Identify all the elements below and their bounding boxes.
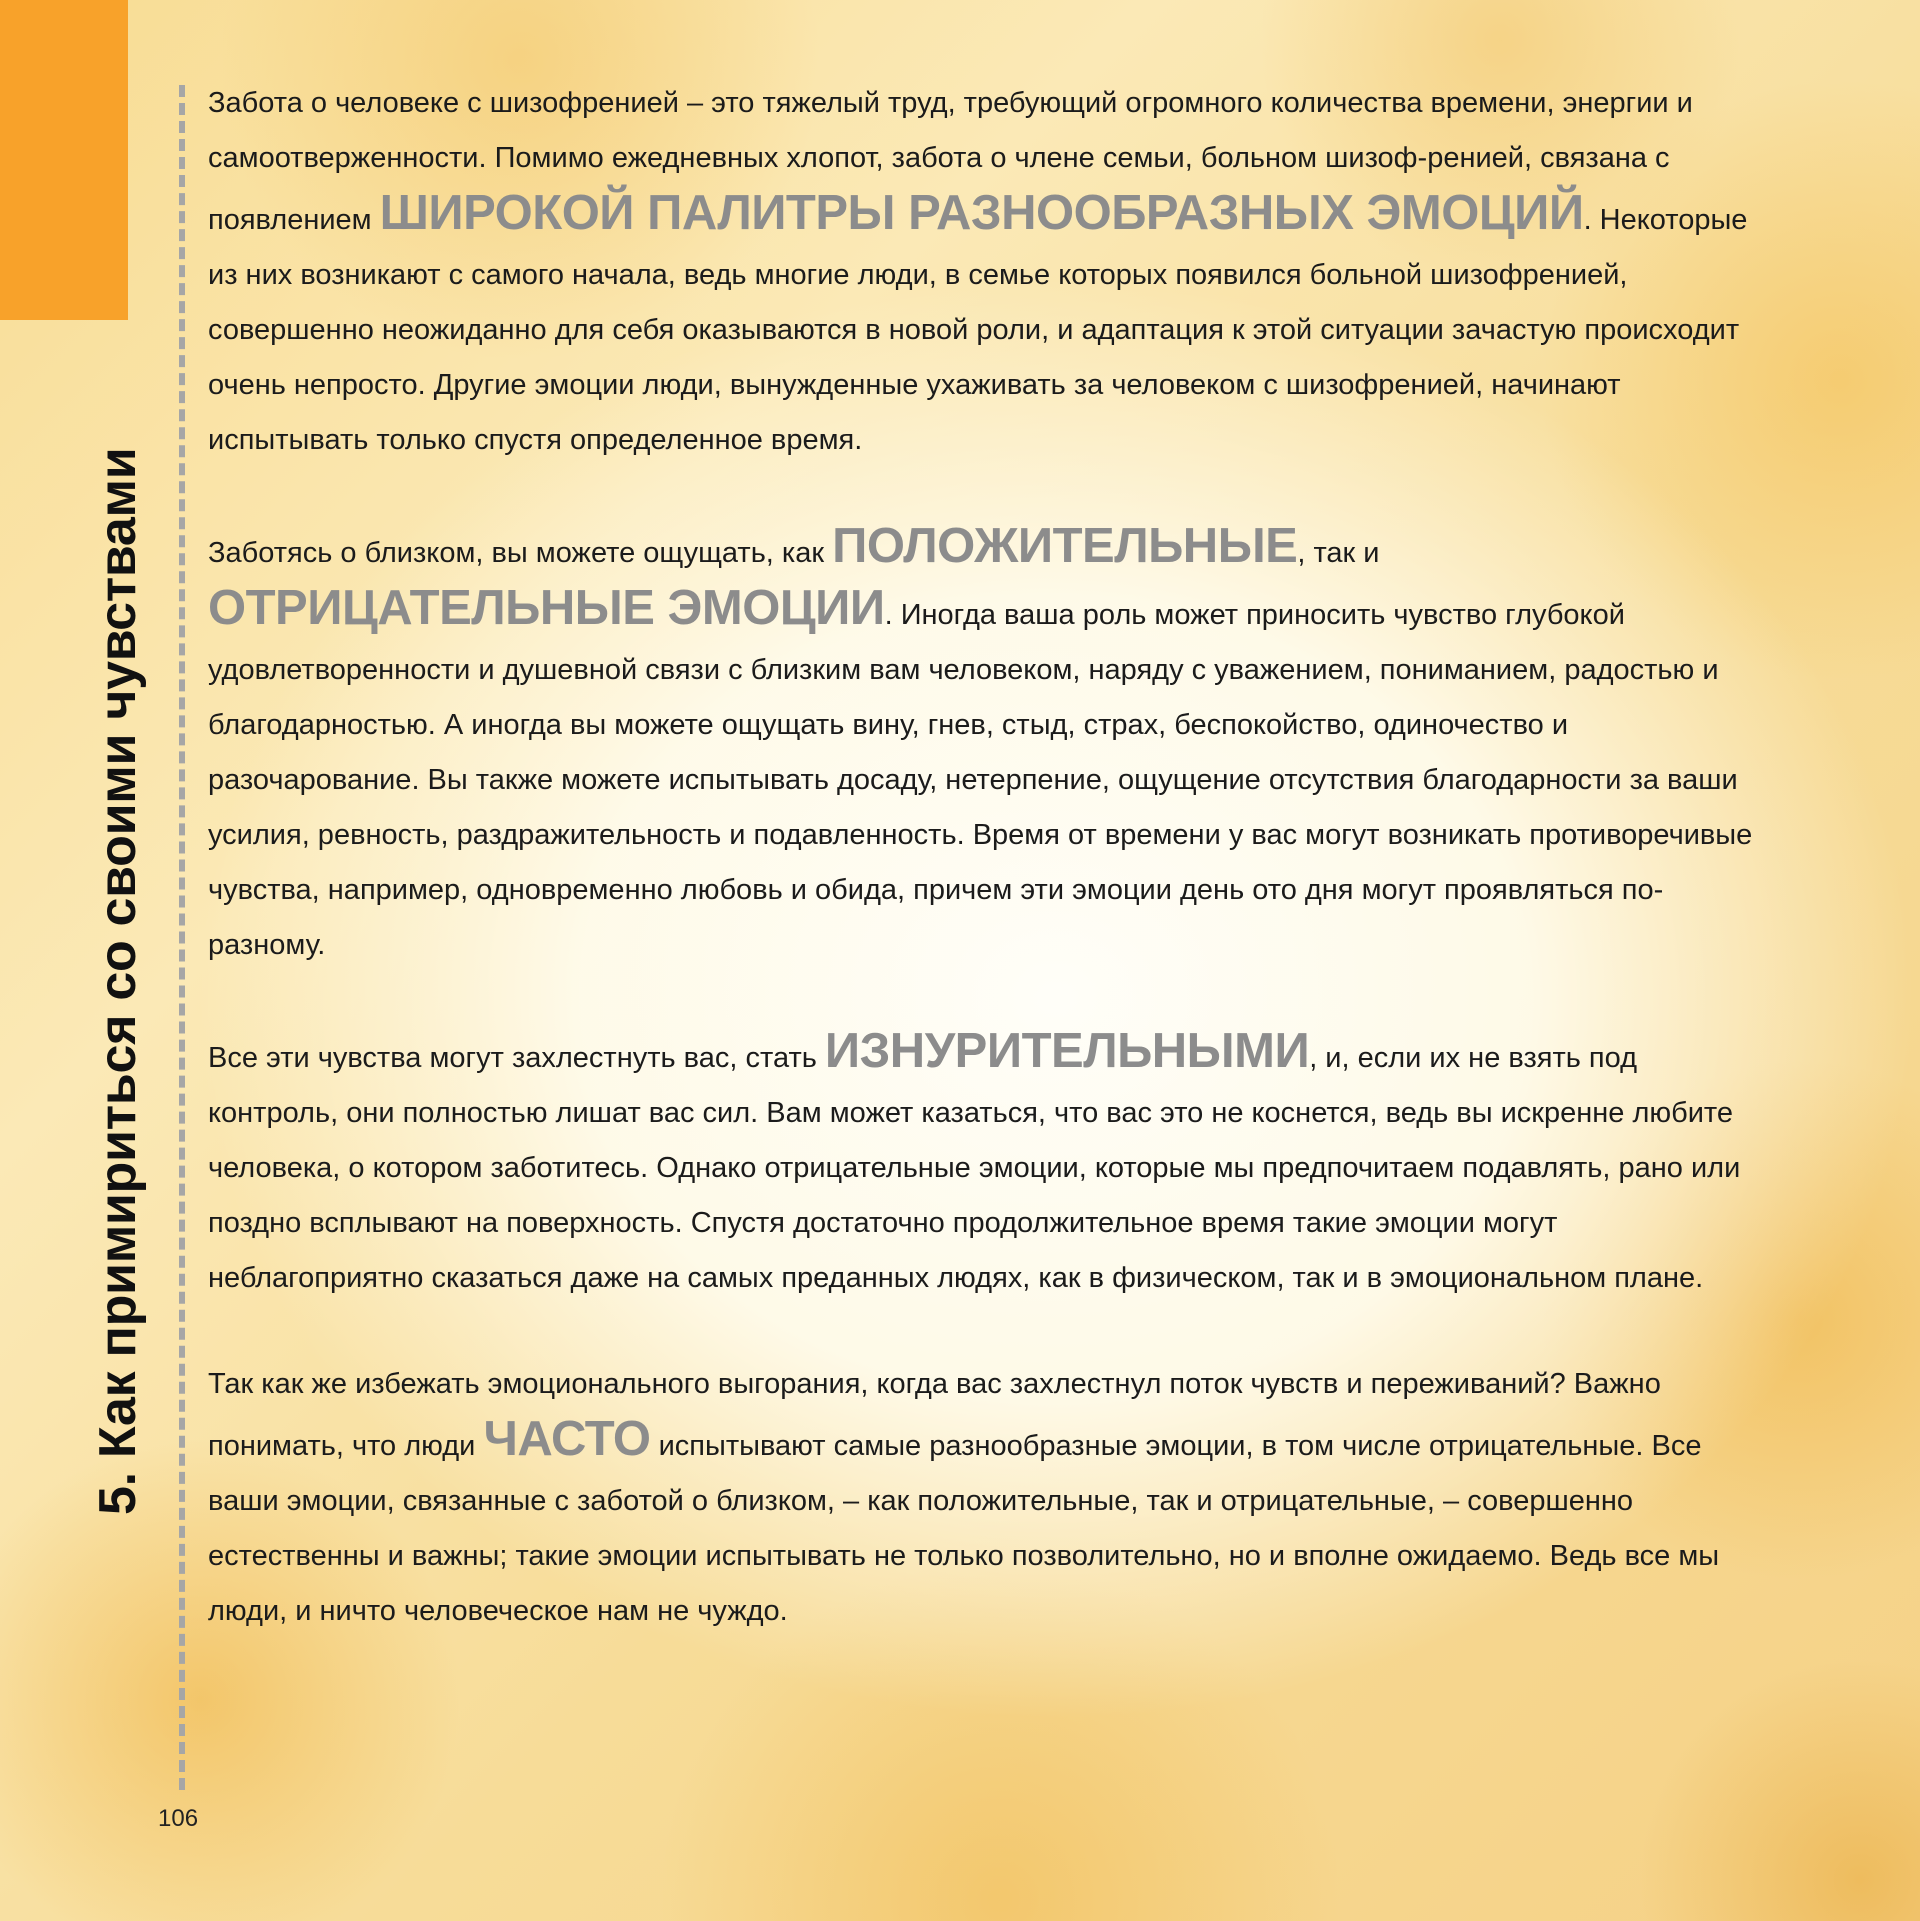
chapter-tab (0, 0, 128, 320)
text-run: Все эти чувства могут захлестнуть вас, стать (208, 1042, 825, 1074)
text-run: Заботясь о близком, вы можете ощущать, как (208, 537, 833, 569)
text-run: , и, если их не взять под контроль, они полностью лишат вас сил. Вам может казаться, что вас это не коснется, ведь вы искренне любите человека, о котором заботитесь. Однако отрицательные эмоции, которые мы предпочитаем подавлять, рано или поздно всплывают на поверхность. Спустя достаточно продолжительное время такие эмоции могут неблагоприятно сказаться даже на самых преданных людях, как в физическом, так и в эмоциональном плане. (208, 1042, 1741, 1294)
paragraph-1 (208, 76, 1768, 468)
paragraph-2 (208, 519, 1768, 973)
emphasis-often: ЧАСТО (483, 1412, 651, 1466)
text-run: . Некоторые из них возникают с самого начала, ведь многие люди, в семье которых появился больной шизофренией, совершенно неожиданно для себя оказываются в новой роли, и адаптация к этой ситуации зачастую происходит очень непросто. Другие эмоции люди, вынужденные ухаживать за человеком с шизофренией, начинают испытывать только спустя определенное время. (208, 204, 1748, 456)
chapter-title: 5. Как примириться со своими чувствами (89, 447, 147, 1515)
page-number: 106 (158, 1805, 199, 1832)
text-run: . Иногда ваша роль может приносить чувство глубокой удовлетворенности и душевной связи с близким вам человеком, наряду с уважением, пониманием, радостью и благодарностью. А иногда вы можете ощущать вину, гнев, стыд, страх, беспокойство, одиночество и разочарование. Вы также можете испытывать досаду, нетерпение, ощущение отсутствия благодарности за ваши усилия, ревность, раздражительность и подавленность. Время от времени у вас могут возникать противоречивые чувства, например, одновременно любовь и обида, причем эти эмоции день ото дня могут проявляться по-разному. (208, 599, 1753, 961)
text-run: Забота о человеке с шизофренией – это тяжелый труд, требующий огромного количества времени, энергии и самоотверженности. Помимо ежедневных хлопот, забота о члене семьи, больном шизоф-рениeй, связана с появлением (208, 87, 1693, 236)
paragraph-4 (208, 1357, 1768, 1639)
dashed-divider (179, 85, 185, 1790)
emphasis-negative-emotions: ОТРИЦАТЕЛЬНЫЕ ЭМОЦИИ (208, 581, 885, 635)
article-body (208, 76, 1768, 1690)
text-run: , так и (1297, 537, 1380, 569)
emphasis-exhausting: ИЗНУРИТЕЛЬНЫМИ (824, 1024, 1310, 1078)
text-run: испытывают самые разнообразные эмоции, в том числе отрицательные. Все ваши эмоции, связанные с заботой о близком, – как положительные, так и отрицательные, – совершенно естественны и важны; такие эмоции испытывать не только позволительно, но и вполне ожидаемо. Ведь все мы люди, и ничто человеческое нам не чуждо. (208, 1430, 1720, 1627)
text-run: Так как же избежать эмоционального выгорания, когда вас захлестнул поток чувств и переживаний? Важно понимать, что люди (208, 1368, 1661, 1462)
paragraph-3 (208, 1024, 1768, 1306)
emphasis-positive: ПОЛОЖИТЕЛЬНЫЕ (832, 519, 1298, 573)
emphasis-wide-palette: ШИРОКОЙ ПАЛИТРЫ РАЗНООБРАЗНЫХ ЭМОЦИЙ (379, 186, 1584, 240)
